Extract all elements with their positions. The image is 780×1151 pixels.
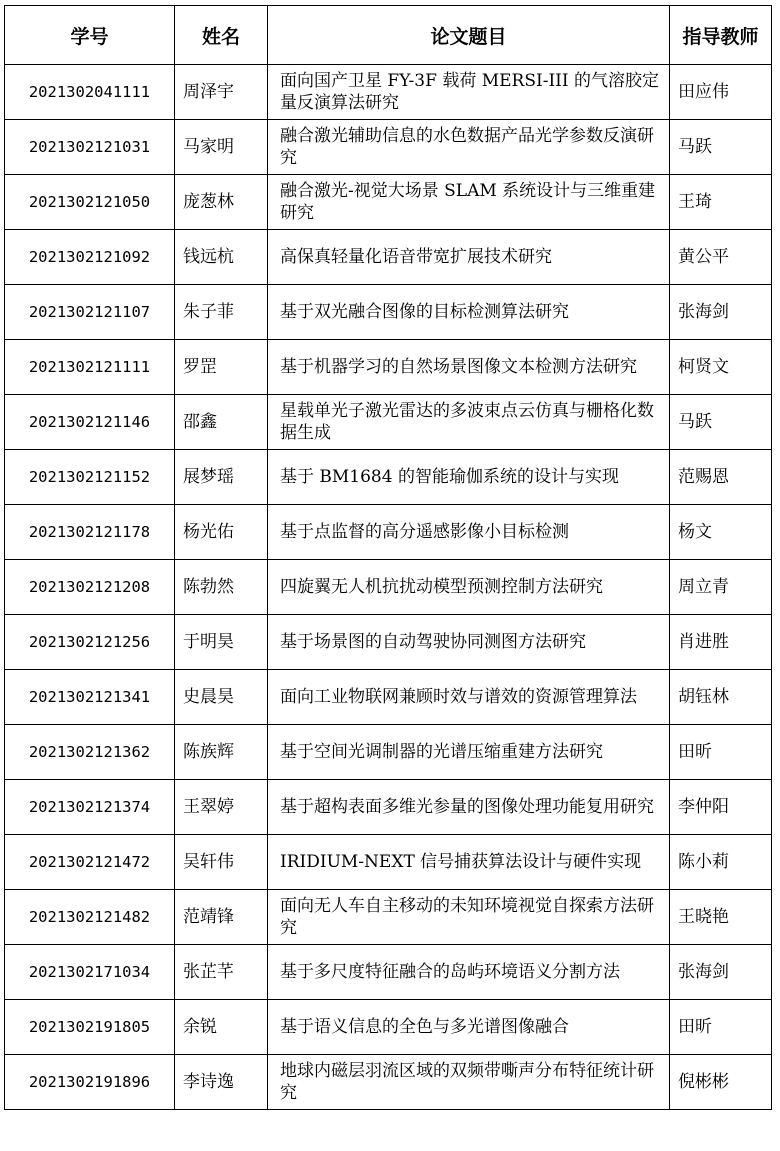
cell-student-id: 2021302121107 xyxy=(5,285,175,340)
cell-name: 范靖锋 xyxy=(175,890,268,945)
cell-thesis-title: 基于点监督的高分遥感影像小目标检测 xyxy=(268,505,670,560)
cell-thesis-title: 基于双光融合图像的目标检测算法研究 xyxy=(268,285,670,340)
cell-thesis-title: 面向无人车自主移动的未知环境视觉自探索方法研究 xyxy=(268,890,670,945)
cell-student-id: 2021302121341 xyxy=(5,670,175,725)
cell-student-id: 2021302121146 xyxy=(5,395,175,450)
cell-thesis-title: 基于 BM1684 的智能瑜伽系统的设计与实现 xyxy=(268,450,670,505)
cell-name: 于明昊 xyxy=(175,615,268,670)
table-row xyxy=(5,395,772,450)
cell-advisor: 黄公平 xyxy=(670,230,772,285)
cell-name: 马家明 xyxy=(175,120,268,175)
thesis-table xyxy=(4,5,772,1110)
cell-advisor: 马跃 xyxy=(670,120,772,175)
cell-advisor: 柯贤文 xyxy=(670,340,772,395)
cell-advisor: 胡钰林 xyxy=(670,670,772,725)
table-row xyxy=(5,615,772,670)
cell-name: 展梦瑶 xyxy=(175,450,268,505)
cell-advisor: 田应伟 xyxy=(670,65,772,120)
cell-name: 罗罡 xyxy=(175,340,268,395)
cell-student-id: 2021302121472 xyxy=(5,835,175,890)
table-row xyxy=(5,670,772,725)
cell-advisor: 范赐恩 xyxy=(670,450,772,505)
cell-student-id: 2021302121482 xyxy=(5,890,175,945)
table-row xyxy=(5,120,772,175)
cell-name: 邵鑫 xyxy=(175,395,268,450)
cell-thesis-title: 基于语义信息的全色与多光谱图像融合 xyxy=(268,1000,670,1055)
cell-thesis-title: 面向工业物联网兼顾时效与谱效的资源管理算法 xyxy=(268,670,670,725)
table-row xyxy=(5,945,772,1000)
table-row xyxy=(5,505,772,560)
header-student-id: 学号 xyxy=(5,6,175,65)
header-thesis-title: 论文题目 xyxy=(268,6,670,65)
header-advisor: 指导教师 xyxy=(670,6,772,65)
cell-name: 庞葱林 xyxy=(175,175,268,230)
cell-advisor: 陈小莉 xyxy=(670,835,772,890)
table-row xyxy=(5,890,772,945)
cell-thesis-title: 四旋翼无人机抗扰动模型预测控制方法研究 xyxy=(268,560,670,615)
cell-student-id: 2021302121208 xyxy=(5,560,175,615)
cell-name: 王翠婷 xyxy=(175,780,268,835)
cell-student-id: 2021302191805 xyxy=(5,1000,175,1055)
cell-advisor: 王琦 xyxy=(670,175,772,230)
cell-name: 陈族辉 xyxy=(175,725,268,780)
header-row xyxy=(5,6,772,65)
cell-student-id: 2021302121031 xyxy=(5,120,175,175)
cell-student-id: 2021302121050 xyxy=(5,175,175,230)
table-row xyxy=(5,65,772,120)
cell-advisor: 田昕 xyxy=(670,725,772,780)
cell-student-id: 2021302171034 xyxy=(5,945,175,1000)
cell-advisor: 杨文 xyxy=(670,505,772,560)
cell-student-id: 2021302121256 xyxy=(5,615,175,670)
cell-thesis-title: 融合激光-视觉大场景 SLAM 系统设计与三维重建研究 xyxy=(268,175,670,230)
table-row xyxy=(5,285,772,340)
cell-name: 周泽宇 xyxy=(175,65,268,120)
cell-name: 张芷芊 xyxy=(175,945,268,1000)
cell-advisor: 周立青 xyxy=(670,560,772,615)
cell-advisor: 肖进胜 xyxy=(670,615,772,670)
cell-name: 杨光佑 xyxy=(175,505,268,560)
cell-student-id: 2021302121092 xyxy=(5,230,175,285)
table-row xyxy=(5,230,772,285)
cell-thesis-title: 高保真轻量化语音带宽扩展技术研究 xyxy=(268,230,670,285)
cell-name: 李诗逸 xyxy=(175,1055,268,1110)
cell-advisor: 王晓艳 xyxy=(670,890,772,945)
cell-name: 余锐 xyxy=(175,1000,268,1055)
table-row xyxy=(5,835,772,890)
cell-student-id: 2021302191896 xyxy=(5,1055,175,1110)
cell-thesis-title: 基于空间光调制器的光谱压缩重建方法研究 xyxy=(268,725,670,780)
cell-advisor: 张海剑 xyxy=(670,285,772,340)
cell-student-id: 2021302121111 xyxy=(5,340,175,395)
header-name: 姓名 xyxy=(175,6,268,65)
cell-thesis-title: IRIDIUM-NEXT 信号捕获算法设计与硬件实现 xyxy=(268,835,670,890)
cell-name: 吴轩伟 xyxy=(175,835,268,890)
cell-name: 陈勃然 xyxy=(175,560,268,615)
table-row xyxy=(5,725,772,780)
cell-advisor: 李仲阳 xyxy=(670,780,772,835)
cell-thesis-title: 融合激光辅助信息的水色数据产品光学参数反演研究 xyxy=(268,120,670,175)
cell-student-id: 2021302121178 xyxy=(5,505,175,560)
table-row xyxy=(5,175,772,230)
table-row xyxy=(5,1055,772,1110)
table-row xyxy=(5,1000,772,1055)
cell-student-id: 2021302121362 xyxy=(5,725,175,780)
cell-name: 钱远杭 xyxy=(175,230,268,285)
cell-thesis-title: 星载单光子激光雷达的多波束点云仿真与栅格化数据生成 xyxy=(268,395,670,450)
cell-thesis-title: 基于场景图的自动驾驶协同测图方法研究 xyxy=(268,615,670,670)
table-row xyxy=(5,780,772,835)
cell-advisor: 张海剑 xyxy=(670,945,772,1000)
cell-thesis-title: 基于机器学习的自然场景图像文本检测方法研究 xyxy=(268,340,670,395)
table-row xyxy=(5,340,772,395)
cell-advisor: 田昕 xyxy=(670,1000,772,1055)
cell-student-id: 2021302041111 xyxy=(5,65,175,120)
cell-advisor: 马跃 xyxy=(670,395,772,450)
cell-thesis-title: 地球内磁层羽流区域的双频带嘶声分布特征统计研究 xyxy=(268,1055,670,1110)
table-row xyxy=(5,450,772,505)
cell-thesis-title: 面向国产卫星 FY-3F 载荷 MERSI-III 的气溶胶定量反演算法研究 xyxy=(268,65,670,120)
cell-thesis-title: 基于超构表面多维光参量的图像处理功能复用研究 xyxy=(268,780,670,835)
cell-student-id: 2021302121374 xyxy=(5,780,175,835)
cell-name: 朱子菲 xyxy=(175,285,268,340)
cell-advisor: 倪彬彬 xyxy=(670,1055,772,1110)
cell-student-id: 2021302121152 xyxy=(5,450,175,505)
cell-thesis-title: 基于多尺度特征融合的岛屿环境语义分割方法 xyxy=(268,945,670,1000)
cell-name: 史晨昊 xyxy=(175,670,268,725)
table-row xyxy=(5,560,772,615)
